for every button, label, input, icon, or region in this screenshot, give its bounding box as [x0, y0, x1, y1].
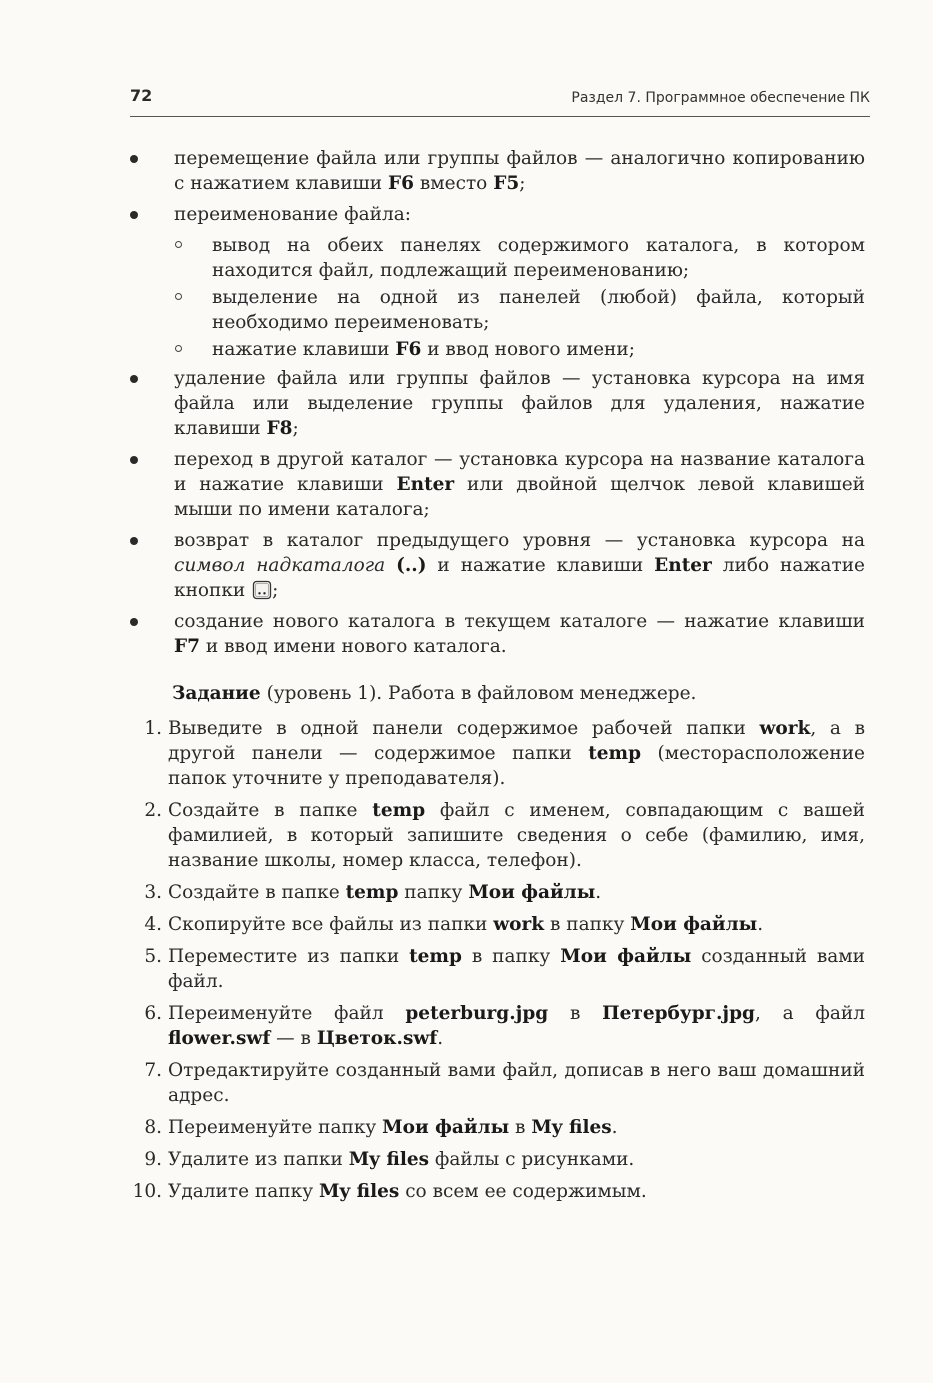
bold-term: (..) [396, 555, 427, 576]
text-segment: возврат в каталог предыдущего уровня — установка курсора на [174, 530, 865, 551]
task-item [120, 912, 865, 937]
task-item [120, 1058, 865, 1108]
up-directory-key-icon [252, 580, 272, 600]
bold-term: Мои файлы [630, 914, 758, 935]
bold-term: F8 [266, 418, 293, 439]
bold-term: Enter [396, 474, 455, 495]
page-number: 72 [130, 86, 153, 105]
task-number: 8. [144, 1117, 162, 1138]
bold-term: F7 [174, 636, 201, 657]
text-segment: со всем ее содержимым. [399, 1181, 647, 1202]
text-segment: (уровень 1). Работа в файловом менеджере. [260, 683, 697, 704]
task-number: 10. [132, 1181, 162, 1202]
text-segment: файлы с рисунками. [429, 1149, 635, 1170]
text-segment: в папку [544, 914, 631, 935]
task-number: 9. [144, 1149, 162, 1170]
text-segment: переименование файла: [174, 204, 411, 225]
bold-term: Мои файлы [468, 882, 596, 903]
task-item [120, 1115, 865, 1140]
text-segment: . [595, 882, 602, 903]
bold-term: flower.swf [168, 1028, 271, 1049]
text-segment: Выведите в одной панели содержимое рабочей папки [168, 718, 760, 739]
text-segment: либо нажатие кнопки [174, 555, 865, 601]
text-segment: переход в другой каталог — установка курсора на название каталога и нажатие клавиши [174, 449, 865, 495]
text-segment: выделение на одной из панелей (любой) файла, который необходимо переименовать; [212, 287, 865, 333]
italic-term: символ надкаталога [174, 555, 386, 576]
text-segment: папку [398, 882, 469, 903]
text-segment: . [611, 1117, 618, 1138]
text-segment: в [509, 1117, 532, 1138]
bold-term: Задание [172, 683, 261, 704]
bold-term: F5 [493, 173, 520, 194]
section-title: Раздел 7. Программное обеспечение ПК [571, 90, 870, 106]
text-segment: создание нового каталога в текущем каталоге — нажатие клавиши [174, 611, 865, 632]
bullet-item [120, 528, 865, 603]
text-segment: файл с именем, совпадающим с вашей фамилией, в который запишите сведения о себе (фамилию, имя, название школы, номер класса, телефон). [168, 800, 866, 871]
text-segment: и ввод имени нового каталога. [200, 636, 507, 657]
bold-term: temp [409, 946, 462, 967]
text-segment: Удалите папку [168, 1181, 319, 1202]
bullet-item [120, 609, 865, 659]
text-segment: и ввод нового имени; [421, 339, 635, 360]
bullet-item [120, 447, 865, 522]
text-segment: Создайте в папке [168, 800, 373, 821]
page-content [120, 146, 865, 1211]
bold-term: peterburg.jpg [405, 1003, 549, 1024]
text-segment: или двойной щелчок левой клавишей мыши по имени каталога; [174, 474, 866, 520]
bold-term: Enter [654, 555, 712, 576]
text-segment: нажатие клавиши [212, 339, 396, 360]
text-segment: Переименуйте папку [168, 1117, 383, 1138]
task-item [120, 944, 865, 994]
text-segment: Переименуйте файл [168, 1003, 406, 1024]
task-number: 3. [144, 882, 162, 903]
bold-term: F6 [387, 173, 414, 194]
text-segment: (месторасположение папок уточните у преподавателя). [168, 743, 865, 789]
file-operations-list [120, 146, 865, 659]
bullet-item [120, 366, 865, 441]
task-item [120, 1179, 865, 1204]
bold-term: Мои файлы [382, 1117, 510, 1138]
bold-term: Петербург.jpg [602, 1003, 755, 1024]
bold-term: Мои файлы [560, 946, 692, 967]
bold-term: temp [372, 800, 426, 821]
bold-term: work [759, 718, 811, 739]
task-item [120, 1001, 865, 1051]
text-segment [385, 555, 396, 576]
task-heading [120, 681, 865, 706]
task-number: 1. [144, 718, 162, 739]
task-number: 7. [144, 1060, 162, 1081]
task-item [120, 716, 865, 791]
task-number: 2. [144, 800, 162, 821]
text-segment: Скопируйте все файлы из папки [168, 914, 494, 935]
text-segment: Создайте в папке [168, 882, 346, 903]
task-item [120, 880, 865, 905]
task-item [120, 798, 865, 873]
text-segment: и нажатие клавиши [426, 555, 655, 576]
sub-bullet-item [120, 285, 865, 335]
task-number: 5. [144, 946, 162, 967]
bullet-item [120, 146, 865, 196]
text-segment: вывод на обеих панелях содержимого каталога, в котором находится файл, подлежащий переименованию; [212, 235, 865, 281]
text-segment: в [548, 1003, 603, 1024]
text-segment: ; [272, 580, 279, 601]
text-segment: — в [270, 1028, 317, 1049]
text-segment: , а файл [755, 1003, 865, 1024]
text-segment: Отредактируйте созданный вами файл, дописав в него ваш домашний адрес. [168, 1060, 865, 1106]
text-segment: перемещение файла или группы файлов — аналогично копированию с нажатием клавиши [174, 148, 865, 194]
task-item [120, 1147, 865, 1172]
bold-term: temp [588, 743, 642, 764]
task-number: 4. [144, 914, 162, 935]
bold-term: temp [345, 882, 399, 903]
text-segment: Переместите из папки [168, 946, 410, 967]
sub-bullet-item [120, 337, 865, 362]
bold-term: work [493, 914, 545, 935]
page-header [130, 86, 870, 117]
task-list [120, 716, 865, 1204]
bold-term: F6 [395, 339, 422, 360]
text-segment: созданный вами файл. [168, 946, 865, 992]
text-segment: в папку [461, 946, 561, 967]
text-segment: . [437, 1028, 444, 1049]
text-segment: , а в другой панели — содержимое папки [168, 718, 865, 764]
text-segment: . [757, 914, 764, 935]
text-segment: удаление файла или группы файлов — установка курсора на имя файла или выделение группы файлов для удаления, нажатие клавиши [174, 368, 865, 439]
bold-term: My files [531, 1117, 612, 1138]
sub-bullet-item [120, 233, 865, 283]
bold-term: Цветок.swf [316, 1028, 438, 1049]
bullet-item [120, 202, 865, 227]
task-number: 6. [144, 1003, 162, 1024]
bold-term: My files [348, 1149, 430, 1170]
text-segment: ; [292, 418, 299, 439]
rename-steps-list [120, 233, 865, 362]
text-segment: ; [519, 173, 526, 194]
bold-term: My files [318, 1181, 400, 1202]
text-segment: Удалите из папки [168, 1149, 349, 1170]
text-segment: вместо [413, 173, 494, 194]
